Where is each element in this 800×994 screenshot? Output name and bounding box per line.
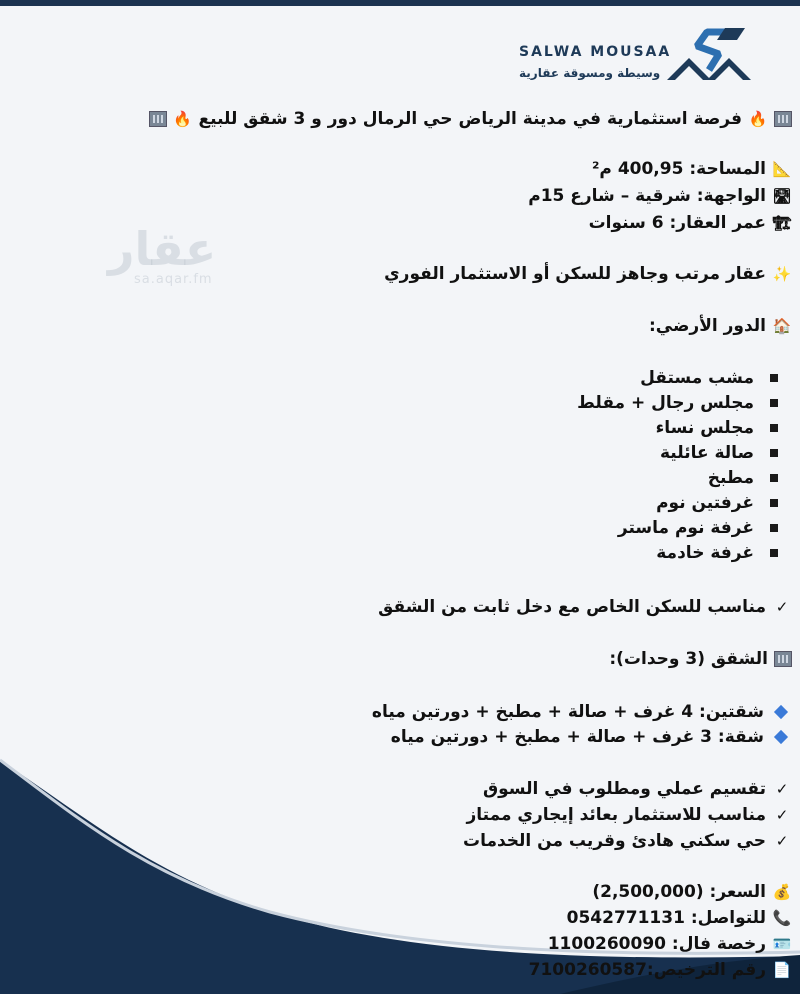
spec-area [592,158,792,180]
bullet-square-icon [770,474,778,482]
bullet-square-icon [770,449,778,457]
fal-license-line [548,933,792,955]
house-icon: 🏠 [772,317,792,335]
price-text: السعر: (2,500,000) [592,882,766,902]
bullet-square-icon [770,549,778,557]
apartment-item-text: شقة: 3 غرف + صالة + مطبخ + دورتين مياه [390,727,764,747]
phone-text[interactable]: للتواصل: 0542771131 [566,908,766,928]
phone-line[interactable] [567,907,792,929]
check-mark-icon: ✓ [775,806,789,824]
crane-icon: 🏗 [772,214,792,232]
ground-floor-title-text: الدور الأرضي: [649,316,766,336]
spec-age [589,212,792,234]
apartments-title [609,648,792,670]
office-building-icon [774,651,792,667]
bullet-square-icon [770,399,778,407]
document-icon: 📄 [772,961,792,979]
list-item [660,442,792,464]
fal-license-text: رخصة فال: 1100260090 [547,934,766,954]
apartment-item-text: شقتين: 4 غرف + صالة + مطبخ + دورتين مياه [371,702,764,722]
blue-diamond-icon [774,705,788,719]
money-bag-icon: 💰 [772,883,792,901]
spec-facade [528,185,792,207]
ground-floor-title [649,315,792,337]
feature-text: مناسب للاستثمار بعائد إيجاري ممتاز [466,805,766,825]
bullet-square-icon [770,499,778,507]
highlight-text: عقار مرتب وجاهز للسكن أو الاستثمار الفوري [384,264,766,284]
apartments-title-text: الشقق (3 وحدات): [609,649,768,669]
office-building-icon [149,111,167,127]
check-mark-icon: ✓ [775,598,789,616]
sparkles-icon: ✨ [772,265,792,283]
fire-icon: 🔥 [748,110,768,128]
note-text: مناسب للسكن الخاص مع دخل ثابت من الشقق [378,597,766,617]
bullet-square-icon [770,424,778,432]
list-item-text: مشب مستقل [640,368,754,388]
license-number-line [529,959,792,981]
spec-text: المساحة: 400,95 م² [591,159,766,179]
bullet-square-icon [770,374,778,382]
apartment-item [391,726,792,748]
highlight [384,263,792,285]
list-item [618,517,792,539]
list-item [640,367,792,389]
price-line [592,881,792,903]
spec-text: الواجهة: شرقية – شارع 15م [528,186,766,206]
brand-tagline: وسيطة ومسوقة عقارية [519,66,661,80]
apartment-item [372,701,792,723]
feature-text: حي سكني هادئ وقريب من الخدمات [462,831,766,851]
feature-text: تقسيم عملي ومطلوب في السوق [482,779,766,799]
feature-item [466,804,792,826]
headline [149,108,792,130]
feature-item [463,830,792,852]
list-item [577,392,792,414]
check-mark-icon: ✓ [775,780,789,798]
blue-diamond-icon [774,730,788,744]
office-building-icon [774,111,792,127]
list-item-text: صالة عائلية [660,443,754,463]
headline-text: فرصة استثمارية في مدينة الرياض حي الرمال دور و 3 شقق للبيع [198,109,742,129]
list-item-text: غرفة نوم ماستر [617,518,754,538]
list-item-text: مجلس نساء [655,418,754,438]
spec-text: عمر العقار: 6 سنوات [588,213,766,233]
check-mark-icon: ✓ [775,832,789,850]
bullet-square-icon [770,524,778,532]
fire-icon: 🔥 [173,110,192,128]
list-item [656,542,792,564]
list-item [708,467,792,489]
feature-item [483,778,792,800]
brand-name: SALWA MOUSAA [519,44,672,60]
license-number-text: رقم الترخيص:7100260587 [528,960,766,980]
list-item [656,417,792,439]
list-item-text: غرفة خادمة [656,543,754,563]
list-item-text: غرفتين نوم [656,493,754,513]
id-card-icon: 🪪 [772,935,792,953]
watermark-text: عقار [108,222,217,276]
ground-floor-note [378,596,792,618]
list-item [656,492,792,514]
phone-icon: 📞 [772,909,792,927]
list-item-text: مجلس رجال + مقلط [577,393,754,413]
road-icon: 🛣 [772,187,792,205]
watermark-sub: sa.aqar.fm [134,272,213,287]
ruler-icon: 📐 [772,160,792,178]
list-item-text: مطبخ [707,468,754,488]
